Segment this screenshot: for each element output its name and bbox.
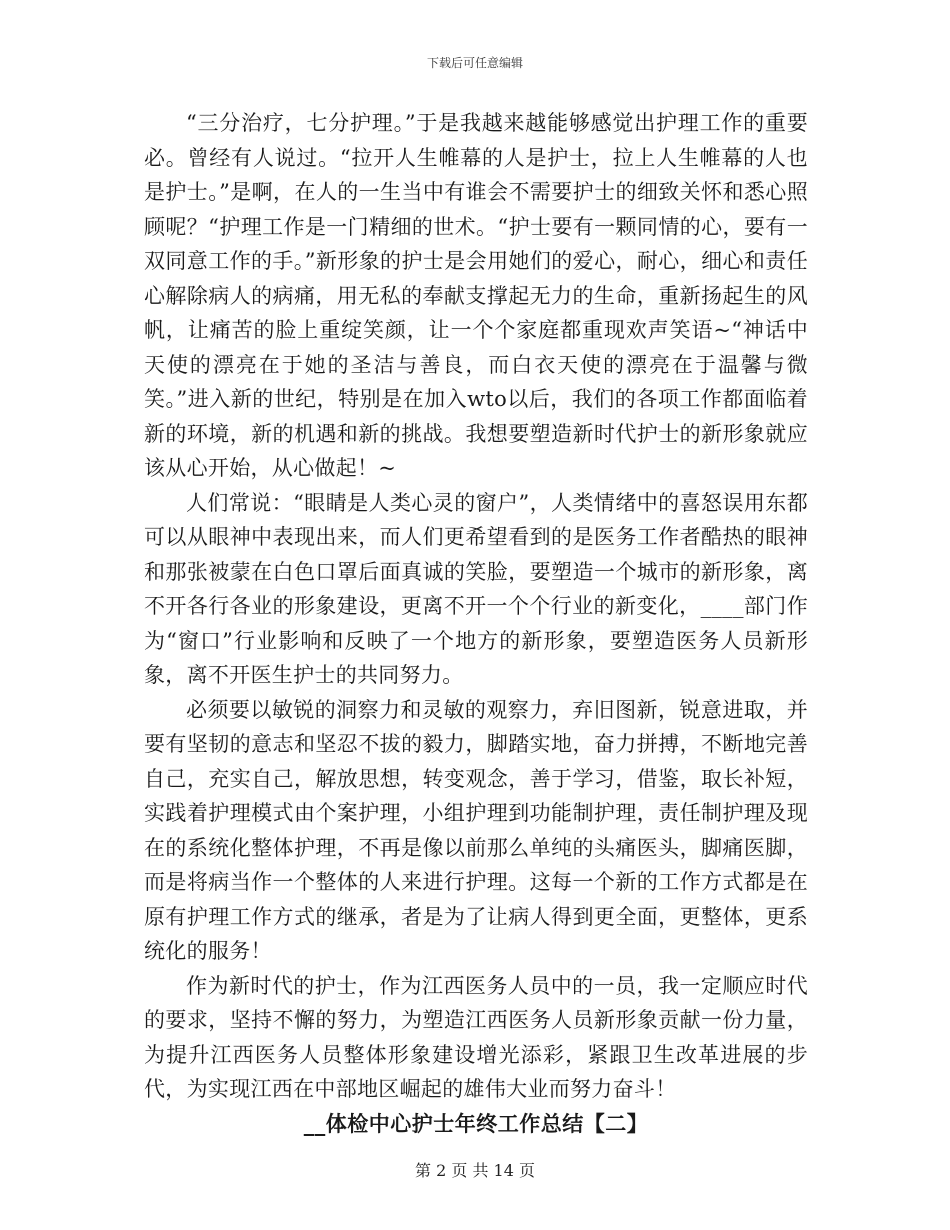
section-heading: __体检中心护士年终工作总结【二】 — [303, 1110, 649, 1136]
paragraph-2: 人们常说：“眼睛是人类心灵的窗户”，人类情绪中的喜怒误用东都可以从眼神中表现出来，而人们更希望看到的是医务工作者酷热的眼神和那张被蒙在白色口罩后面真诚的笑脸，要塑造一个城市的新形象，离不开各行各业的形象建设，更离不开一个个行业的新变化，____部门作为“窗口”行业影响和反映了一个地方的新形象，要塑造医务人员新形象，离不开医生护士的共同努力。 — [144, 490, 808, 687]
page-header: 下载后可任意编辑 — [426, 56, 523, 70]
document-body — [144, 106, 808, 1141]
paragraph-4: 作为新时代的护士，作为江西医务人员中的一员，我一定顺应时代的要求，坚持不懈的努力，为塑造江西医务人员新形象贡献一份力量，为提升江西医务人员整体形象建设增光添彩，紧跟卫生改革进展的步代，为实现江西在中部地区崛起的雄伟大业而努力奋斗！ — [144, 973, 808, 1101]
paragraph-1: “三分治疗，七分护理。”于是我越来越能够感觉出护理工作的重要必。曾经有人说过。“拉开人生帷幕的人是护士，拉上人生帷幕的人也是护士。”是啊，在人的一生当中有谁会不需要护士的细致关怀和悉心照顾呢？“护理工作是一门精细的世术。“护士要有一颗同情的心，要有一双同意工作的手。”新形象的护士是会用她们的爱心，耐心，细心和责任心解除病人的病痛，用无私的奉献支撑起无力的生命，重新扬起生的风帆，让痛苦的脸上重绽笑颜，让一个个家庭都重现欢声笑语~“神话中天使的漂亮在于她的圣洁与善良，而白衣天使的漂亮在于温馨与微笑。”进入新的世纪，特别是在加入wto以后，我们的各项工作都面临着新的环境，新的机遇和新的挑战。我想要塑造新时代护士的新形象就应该从心开始，从心做起！~ — [144, 111, 808, 480]
paragraph-3: 必须要以敏锐的洞察力和灵敏的观察力，弃旧图新，锐意进取，并要有坚韧的意志和坚忍不拔的毅力，脚踏实地，奋力拼搏，不断地完善自己，充实自己，解放思想，转变观念，善于学习，借鉴，取长补短，实践着护理模式由个案护理，小组护理到功能制护理，责任制护理及现在的系统化整体护理，不再是像以前那么单纯的头痛医头，脚痛医脚，而是将病当作一个整体的人来进行护理。这每一个新的工作方式都是在原有护理工作方式的继承，者是为了让病人得到更全面，更整体，更系统化的服务！ — [144, 697, 808, 963]
page-footer: 第 2 页 共 14 页 — [415, 1161, 535, 1180]
